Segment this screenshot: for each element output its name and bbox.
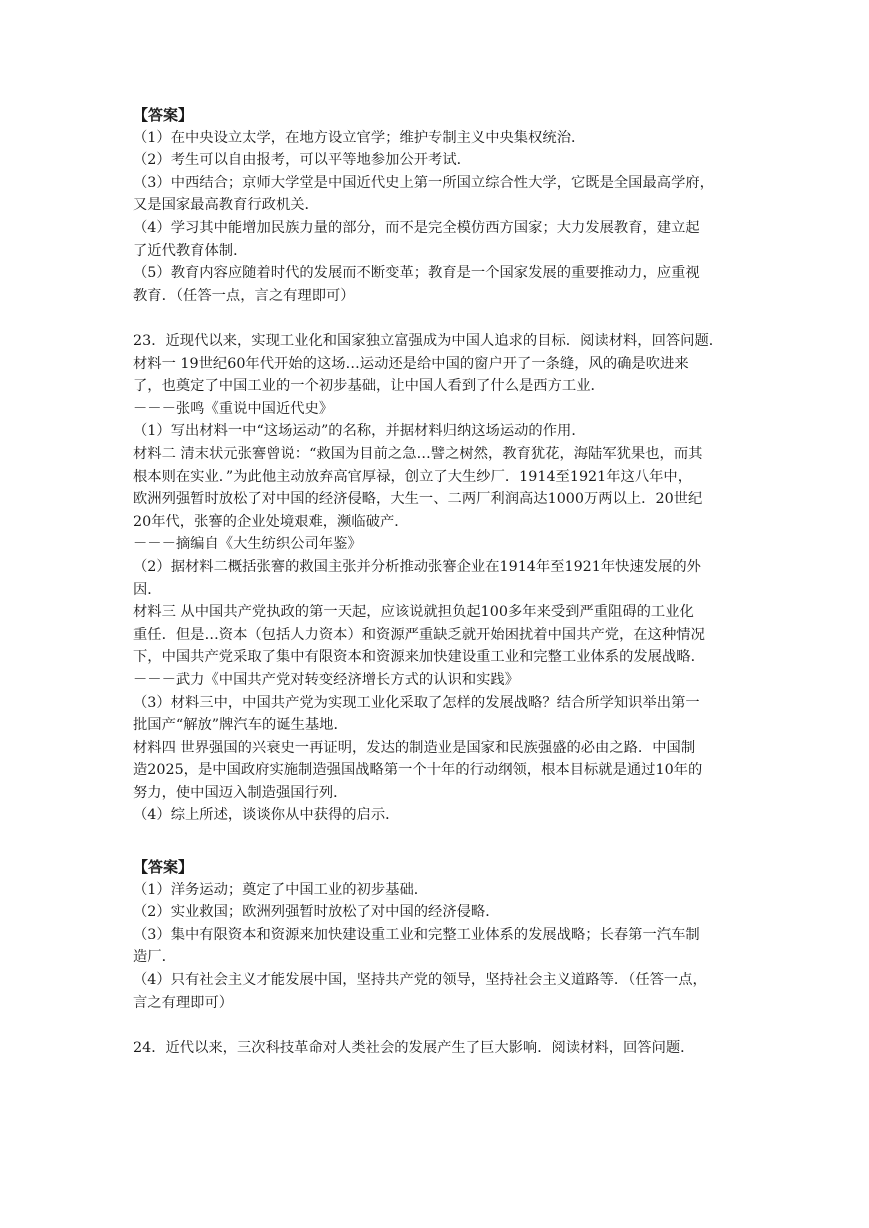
material-line: 欧洲列强暂时放松了对中国的经济侵略，大生一、二两厂利润高达1000万两以上．20世纪	[133, 491, 703, 508]
sub-question: 因．	[133, 581, 162, 598]
source-citation: －－－摘编自《大生纺织公司年鉴》	[133, 536, 362, 553]
material-line: 材料三 从中国共产党执政的第一天起，应该说就担负起100多年来受到严重阻碍的工业化	[133, 604, 694, 621]
sub-question: （4）综上所述，谈谈你从中获得的启示．	[133, 807, 400, 824]
material-line: 了，也奠定了中国工业的一个初步基础，让中国人看到了什么是西方工业．	[133, 378, 605, 395]
material-line: 下，中国共产党采取了集中有限资本和资源来加快建设重工业和完整工业体系的发展战略．	[133, 649, 705, 666]
answer-line: （2）考生可以自由报考，可以平等地参加公开考试．	[133, 152, 471, 169]
material-line: 努力，使中国迈入制造强国行列．	[133, 784, 348, 801]
question-line: 23．近现代以来，实现工业化和国家独立富强成为中国人追求的目标．阅读材料，回答问题．	[133, 333, 724, 349]
sub-question: （2）据材料二概括张謇的救国主张并分析推动张謇企业在1914年至1921年快速发展的外	[133, 558, 701, 575]
question-line: 24．近代以来，三次科技革命对人类社会的发展产生了巨大影响．阅读材料，回答问题．	[133, 1040, 695, 1056]
answer-line: （1）在中央设立太学，在地方设立官学；维护专制主义中央集权统治．	[133, 129, 586, 146]
answer-line: （5）教育内容应随着时代的发展而不断变革；教育是一个国家发展的重要推动力，应重视	[133, 265, 700, 282]
question-23	[133, 330, 743, 827]
answer-line: （1）洋务运动；奠定了中国工业的初步基础．	[133, 881, 429, 898]
answer-section-22	[133, 104, 743, 307]
answer-heading: 【答案】	[133, 858, 194, 876]
answer-line: （3）中西结合；京师大学堂是中国近代史上第一所国立综合性大学，它既是全国最高学府，	[133, 174, 714, 191]
material-line: 材料四 世界强国的兴衰史一再证明，发达的制造业是国家和民族强盛的必由之路．中国制	[133, 739, 696, 756]
answer-line: （2）实业救国；欧洲列强暂时放松了对中国的经济侵略．	[133, 904, 500, 921]
material-line: 20年代，张謇的企业处境艰难，濒临破产．	[133, 513, 409, 530]
answer-heading: 【答案】	[133, 106, 194, 124]
material-line: 造2025，是中国政府实施制造强国战略第一个十年的行动纲领，根本目标就是通过10年的	[133, 762, 703, 779]
answer-line: 教育．（任答一点，言之有理即可）	[133, 287, 355, 304]
sub-question: （3）材料三中，中国共产党为实现工业化采取了怎样的发展战略？结合所学知识举出第一	[133, 694, 700, 711]
source-citation: －－－张鸣《重说中国近代史》	[133, 400, 334, 417]
sub-question: 批国产“解放”牌汽车的诞生基地．	[133, 717, 348, 734]
answer-line: （3）集中有限资本和资源来加快建设重工业和完整工业体系的发展战略；长春第一汽车制	[133, 926, 700, 943]
material-line: 材料一 19世纪60年代开始的这场…运动还是给中国的窗户开了一条缝，风的确是吹进来	[133, 355, 689, 372]
answer-line: 了近代教育体制．	[133, 242, 248, 259]
answer-line: （4）只有社会主义才能发展中国，坚持共产党的领导，坚持社会主义道路等．（任答一点，	[133, 971, 707, 988]
answer-section-23	[133, 856, 743, 1014]
sub-question: （1）写出材料一中“这场运动”的名称，并据材料归纳这场运动的作用．	[133, 423, 586, 440]
answer-line: 言之有理即可）	[133, 994, 234, 1011]
answer-line: 造厂．	[133, 949, 176, 966]
source-citation: －－－武力《中国共产党对转变经济增长方式的认识和实践》	[133, 671, 520, 688]
question-24	[133, 1037, 743, 1060]
answer-line: （4）学习其中能增加民族力量的部分，而不是完全模仿西方国家；大力发展教育，建立起	[133, 219, 700, 236]
material-line: 材料二 清末状元张謇曾说：“救国为目前之急…譬之树然，教育犹花，海陆军犹果也，而其	[133, 445, 703, 462]
material-line: 根本则在实业．”为此他主动放弃高官厚禄，创立了大生纱厂．1914至1921年这八年中，	[133, 468, 693, 485]
answer-line: 又是国家最高教育行政机关．	[133, 197, 319, 214]
material-line: 重任．但是…资本（包括人力资本）和资源严重缺乏就开始困扰着中国共产党，在这种情况	[133, 626, 705, 643]
